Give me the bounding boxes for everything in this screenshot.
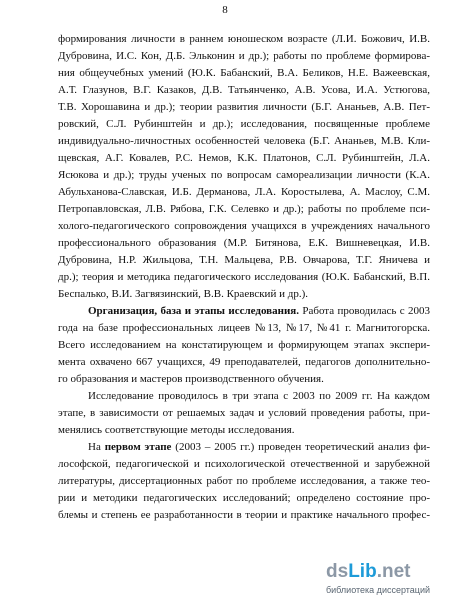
text-line: лософской, педагогической и психологической отечественной и зарубежной <box>58 458 430 470</box>
text-line: Ясюкова и др.); труды ученых по вопросам самореализации личности (К.А. <box>58 169 430 181</box>
text-line: Исследование проводилось в три этапа с 2003 по 2009 гг. На каждом <box>88 390 430 402</box>
text-line: года на базе профессиональных лицеев №13, №17, №41 г. Магнитогорска. <box>58 322 430 334</box>
text-line <box>58 439 430 456</box>
text-line: профессионального образования (М.Р. Битянова, Е.К. Вишневецкая, И.В. <box>58 237 430 249</box>
text-line: индивидуально-личностных особенностей человека (Б.Г. Ананьев, М.В. Кли- <box>58 135 430 147</box>
text-line: Дубровина, Н.Р. Жильцова, Т.Н. Мальцева, Р.В. Овчарова, Т.Г. Яничева и <box>58 254 430 266</box>
text-line: блемы и степень ее разработанности в теории и практике начального профес- <box>58 509 430 521</box>
text-line: Беспалько, В.И. Загвязинский, В.В. Краевский и др.). <box>58 288 308 300</box>
text-line <box>58 303 430 320</box>
watermark-subtitle: библиотека диссертаций <box>326 585 431 595</box>
text-line: Т.В. Хорошавина и др.); теории развития личности (Б.Г. Ананьев, А.В. Пет- <box>58 101 430 113</box>
first-stage-lead: (2003 – 2005 гг.) проведен теоретический анализ фи- <box>171 441 430 453</box>
text-line: щевская, А.Г. Ковалев, Р.С. Немов, К.К. Платонов, С.Л. Рубинштейн, Л.А. <box>58 152 430 164</box>
logo-ds: ds <box>326 561 349 582</box>
organization-heading: Организация, база и этапы исследования. <box>88 305 299 317</box>
text-line: мента охвачено 667 учащихся, 49 преподавателей, педагогов дополнительно- <box>58 356 430 368</box>
text-line: литературы, диссертационных работ по проблеме исследования, а также тео- <box>58 475 430 487</box>
literature-paragraph <box>58 31 430 303</box>
text-line: ния общеучебных умений (Ю.К. Бабанский, В.А. Беликов, Н.Е. Важеевская, <box>58 67 430 79</box>
text-line: Абульханова-Славская, И.Б. Дерманова, Л.А. Коростылева, А. Маслоу, С.М. <box>58 186 430 198</box>
text-line: менялись соответствующие методы исследования. <box>58 424 295 436</box>
text-line: холого-педагогического сопровождения учащихся в учреждениях начального <box>58 220 430 232</box>
text-line: этапе, в зависимости от решаемых задач и условий проведения работы, при- <box>58 407 430 419</box>
stages-paragraph <box>58 388 430 439</box>
organization-paragraph <box>58 303 430 388</box>
page-number: 8 <box>222 4 228 16</box>
logo-net: net <box>381 561 411 582</box>
text-line: Петропавловская, Л.В. Рябова, Г.К. Селевко и др.); работы по проблеме пси- <box>58 203 430 215</box>
text-line: ровский, С.Л. Рубинштейн и др.); исследования, посвященные проблеме <box>58 118 430 130</box>
logo-lib: Lib <box>348 561 377 582</box>
first-stage-heading: первом этапе <box>104 441 172 453</box>
text-line: го образования и мастеров производственного обучения. <box>58 373 324 385</box>
dslib-watermark <box>322 560 442 600</box>
text-line: др.); теория и методика педагогического исследования (Ю.К. Бабанский, В.П. <box>58 271 430 283</box>
organization-lead: Работа проводилась с 2003 <box>299 305 430 317</box>
text-line: А.Т. Глазунов, В.Г. Казаков, Д.В. Татьянченко, А.В. Усова, И.А. Устюгова, <box>58 84 430 96</box>
body-text <box>58 31 430 524</box>
first-stage-pre: На <box>88 441 105 453</box>
text-line: формирования личности в раннем юношеском возрасте (Л.И. Божович, И.В. <box>58 33 430 45</box>
text-line: рии и методики педагогических исследований; определено состояние про- <box>58 492 430 504</box>
logo-dot: . <box>376 561 382 582</box>
text-line: Дубровина, И.С. Кон, Д.Б. Эльконин и др.); работы по проблеме формирова- <box>58 50 430 62</box>
dslib-logo <box>326 560 410 584</box>
text-line: Всего исследованием на констатирующем и формирующем этапах экспери- <box>58 339 430 351</box>
first-stage-paragraph <box>58 439 430 524</box>
